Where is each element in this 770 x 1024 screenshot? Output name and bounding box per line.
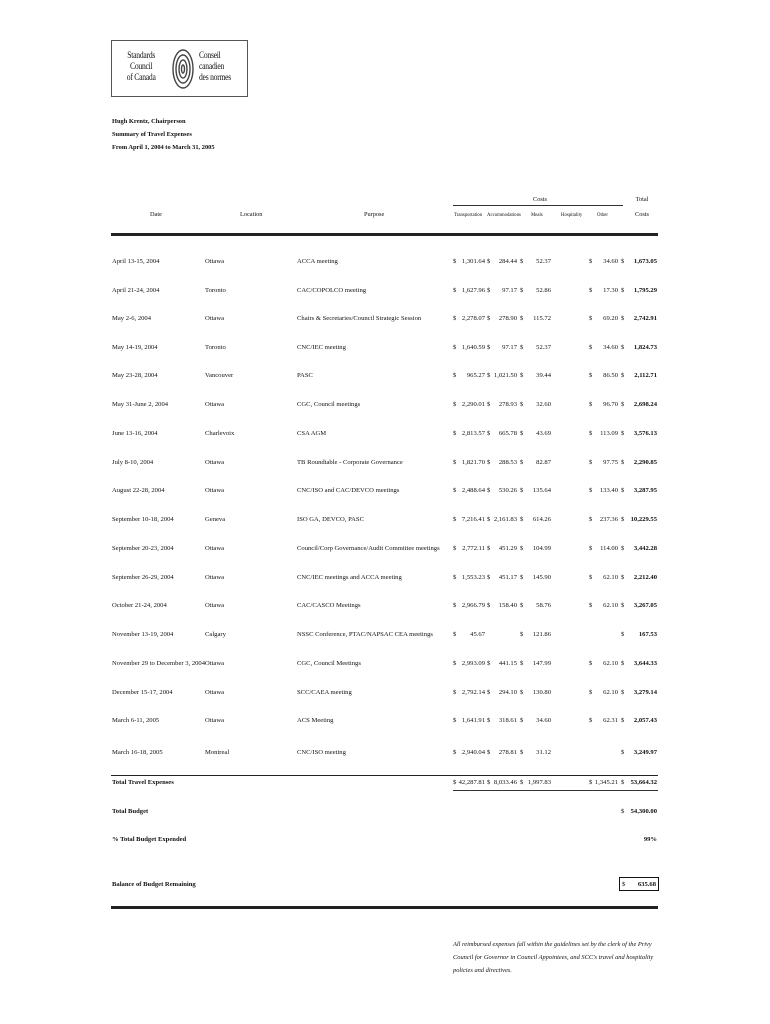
currency-symbol: $ (520, 602, 524, 609)
currency-symbol: $ (453, 749, 457, 756)
cell-date: April 21-24, 2004 (112, 287, 160, 294)
currency-symbol: $ (453, 545, 457, 552)
cell-total: 1,795.29 (633, 287, 657, 294)
column-header-meals: Meals (531, 213, 543, 218)
currency-symbol: $ (487, 660, 491, 667)
cell-trans: 2,940.04 (461, 749, 485, 756)
cell-other: 62.10 (603, 660, 618, 667)
cell-acc: 441.15 (498, 660, 517, 667)
cell-date: May 14-19, 2004 (112, 344, 158, 351)
cell-meals: 43.69 (536, 430, 551, 437)
cell-total: 167.53 (638, 631, 657, 638)
currency-symbol: $ (621, 459, 625, 466)
cell-date: May 2-6, 2004 (112, 315, 152, 322)
cell-meals: 147.99 (532, 660, 551, 667)
currency-symbol: $ (453, 717, 457, 724)
currency-symbol: $ (453, 258, 457, 265)
currency-symbol: $ (487, 258, 491, 265)
total-accommodations: 8,033.46 (493, 779, 517, 786)
currency-symbol: $ (453, 779, 457, 786)
currency-symbol: $ (589, 516, 593, 523)
currency-symbol: $ (487, 315, 491, 322)
cell-date: November 13-19, 2004 (112, 631, 174, 638)
cell-total: 3,267.05 (633, 602, 657, 609)
cell-other: 86.50 (603, 372, 618, 379)
currency-symbol: $ (589, 545, 593, 552)
scc-logo (111, 40, 248, 97)
cell-location: Toronto (205, 344, 226, 351)
currency-symbol: $ (520, 372, 524, 379)
cell-other: 114.00 (600, 545, 618, 552)
currency-symbol: $ (520, 315, 524, 322)
cell-acc: 530.26 (498, 487, 517, 494)
currency-symbol: $ (453, 315, 457, 322)
cell-trans: 2,290.01 (461, 401, 485, 408)
cell-total: 2,057.43 (633, 717, 657, 724)
total-header-line2: Costs (635, 211, 649, 218)
currency-symbol: $ (487, 779, 491, 786)
currency-symbol: $ (621, 315, 625, 322)
cell-date: March 16-18, 2005 (112, 749, 163, 756)
totals-bottom-rule (453, 790, 658, 791)
currency-symbol: $ (487, 430, 491, 437)
cell-meals: 34.60 (536, 717, 551, 724)
cell-location: Toronto (205, 287, 226, 294)
header-title: Summary of Travel Expenses (112, 131, 192, 138)
cell-trans: 2,772.11 (462, 545, 485, 552)
currency-symbol: $ (487, 545, 491, 552)
cell-purpose: SCC/CAEA meeting (297, 689, 352, 696)
currency-symbol: $ (589, 574, 593, 581)
column-header-accommodations: Accommodations (487, 213, 521, 218)
currency-symbol: $ (621, 660, 625, 667)
cell-other: 34.60 (603, 344, 618, 351)
currency-symbol: $ (589, 258, 593, 265)
currency-symbol: $ (589, 344, 593, 351)
cell-acc: 97.17 (502, 344, 517, 351)
currency-symbol: $ (520, 749, 524, 756)
currency-symbol: $ (487, 516, 491, 523)
total-meals: 1,997.83 (527, 779, 551, 786)
cell-acc: 288.53 (498, 459, 517, 466)
currency-symbol: $ (621, 430, 625, 437)
cell-acc: 278.93 (498, 401, 517, 408)
currency-symbol: $ (622, 881, 626, 888)
cell-purpose: Council/Corp Governance/Audit Committee meetings (297, 545, 440, 552)
currency-symbol: $ (621, 287, 625, 294)
cell-date: April 13-15, 2004 (112, 258, 160, 265)
cell-date: May 23-28, 2004 (112, 372, 158, 379)
cell-meals: 135.64 (532, 487, 551, 494)
cell-meals: 52.86 (536, 287, 551, 294)
logo-swirl-icon (171, 47, 195, 91)
cell-trans: 2,966.79 (461, 602, 485, 609)
cell-meals: 32.60 (536, 401, 551, 408)
currency-symbol: $ (453, 344, 457, 351)
cell-other: 133.40 (599, 487, 618, 494)
cell-purpose: CNC/ISO meeting (297, 749, 346, 756)
currency-symbol: $ (589, 430, 593, 437)
currency-symbol: $ (621, 516, 625, 523)
currency-symbol: $ (520, 287, 524, 294)
currency-symbol: $ (487, 287, 491, 294)
cell-meals: 52.37 (536, 344, 551, 351)
currency-symbol: $ (487, 602, 491, 609)
cell-purpose: ISO GA, DEVCO, PASC (297, 516, 364, 523)
cell-date: December 15-17, 2004 (112, 689, 173, 696)
cell-purpose: Chairs & Secretaries/Council Strategic Session (297, 315, 422, 322)
cell-total: 1,673.05 (633, 258, 657, 265)
cell-total: 3,442.28 (633, 545, 657, 552)
currency-symbol: $ (520, 717, 524, 724)
currency-symbol: $ (520, 689, 524, 696)
cell-acc: 158.40 (498, 602, 517, 609)
cell-date: September 10-18, 2004 (112, 516, 174, 523)
currency-symbol: $ (589, 401, 593, 408)
currency-symbol: $ (589, 602, 593, 609)
cell-trans: 2,488.64 (461, 487, 485, 494)
header-period: From April 1, 2004 to March 31, 2005 (112, 144, 215, 151)
cell-location: Vancouver (205, 372, 234, 379)
cell-trans: 2,813.57 (461, 430, 485, 437)
currency-symbol: $ (621, 401, 625, 408)
cell-other: 62.10 (603, 602, 618, 609)
cell-location: Ottawa (205, 689, 225, 696)
cell-location: Ottawa (205, 574, 225, 581)
currency-symbol: $ (589, 287, 593, 294)
cell-acc: 97.17 (502, 287, 517, 294)
cell-meals: 614.26 (532, 516, 551, 523)
total-other: 1,345.21 (594, 779, 618, 786)
cell-trans: 2,792.14 (461, 689, 485, 696)
currency-symbol: $ (487, 459, 491, 466)
cell-purpose: TB Roundtable - Corporate Governance (297, 459, 403, 466)
cell-trans: 1,301.64 (461, 258, 485, 265)
currency-symbol: $ (453, 631, 457, 638)
cell-location: Ottawa (205, 459, 225, 466)
currency-symbol: $ (520, 344, 524, 351)
cell-location: Ottawa (205, 717, 225, 724)
balance-label: Balance of Budget Remaining (112, 881, 196, 888)
total-header-line1: Total (635, 196, 649, 203)
cell-meals: 130.80 (532, 689, 551, 696)
cell-location: Montreal (205, 749, 230, 756)
cell-meals: 104.99 (532, 545, 551, 552)
cell-acc: 284.44 (498, 258, 517, 265)
currency-symbol: $ (589, 779, 593, 786)
currency-symbol: $ (487, 344, 491, 351)
cell-total: 10,229.55 (630, 516, 657, 523)
cell-trans: 7,216.41 (461, 516, 485, 523)
totals-top-rule (111, 775, 658, 776)
header-name: Hugh Krentz, Chairperson (112, 118, 186, 125)
cell-meals: 39.44 (536, 372, 551, 379)
cell-acc: 451.17 (498, 574, 517, 581)
currency-symbol: $ (621, 631, 625, 638)
cell-location: Ottawa (205, 545, 225, 552)
column-header-date: Date (150, 211, 162, 218)
footer-rule (111, 906, 658, 909)
pct-budget-value: 99% (643, 836, 657, 843)
currency-symbol: $ (621, 717, 625, 724)
column-header-transportation: Transportation (454, 213, 483, 218)
costs-group-header: Costs (533, 196, 547, 203)
cell-trans: 1,821.70 (461, 459, 485, 466)
currency-symbol: $ (453, 372, 457, 379)
cell-purpose: CAC/COPOLCO meeting (297, 287, 367, 294)
currency-symbol: $ (621, 487, 625, 494)
currency-symbol: $ (589, 315, 593, 322)
cell-purpose: CNC/ISO and CAC/DEVCO meetings (297, 487, 400, 494)
currency-symbol: $ (453, 401, 457, 408)
cell-total: 3,287.95 (633, 487, 657, 494)
logo-french-name: Conseil canadien des normes (199, 51, 232, 83)
cell-purpose: PASC (297, 372, 313, 379)
cell-total: 2,290.85 (633, 459, 657, 466)
currency-symbol: $ (621, 574, 625, 581)
currency-symbol: $ (621, 602, 625, 609)
cell-trans: 45.67 (470, 631, 485, 638)
cell-acc: 665.78 (498, 430, 517, 437)
currency-symbol: $ (520, 258, 524, 265)
currency-symbol: $ (621, 258, 625, 265)
cell-purpose: CNC/IEC meetings and ACCA meeting (297, 574, 402, 581)
cell-meals: 145.90 (532, 574, 551, 581)
cell-other: 96.70 (603, 401, 618, 408)
currency-symbol: $ (520, 660, 524, 667)
cell-total: 2,112.71 (634, 372, 657, 379)
currency-symbol: $ (589, 689, 593, 696)
currency-symbol: $ (487, 749, 491, 756)
cell-location: Ottawa (205, 487, 225, 494)
cell-total: 3,279.14 (633, 689, 657, 696)
cell-date: October 21-24, 2004 (112, 602, 167, 609)
cell-other: 17.30 (603, 287, 618, 294)
currency-symbol: $ (621, 779, 625, 786)
cell-other: 62.10 (603, 689, 618, 696)
cell-date: June 13-16, 2004 (112, 430, 158, 437)
currency-symbol: $ (520, 487, 524, 494)
cell-other: 237.36 (599, 516, 618, 523)
currency-symbol: $ (621, 808, 625, 815)
cell-total: 1,824.73 (633, 344, 657, 351)
currency-symbol: $ (621, 344, 625, 351)
column-header-hospitality: Hospitality (561, 213, 583, 218)
currency-symbol: $ (453, 287, 457, 294)
cell-location: Ottawa (205, 401, 225, 408)
cell-meals: 82.87 (536, 459, 551, 466)
cell-trans: 1,553.23 (461, 574, 485, 581)
cell-other: 62.10 (603, 574, 618, 581)
currency-symbol: $ (453, 516, 457, 523)
total-costs: 53,664.32 (630, 779, 657, 786)
cell-other: 97.75 (603, 459, 618, 466)
currency-symbol: $ (520, 631, 524, 638)
currency-symbol: $ (487, 401, 491, 408)
logo-english-name: Standards Council of Canada (126, 51, 156, 83)
cell-location: Ottawa (205, 315, 225, 322)
cell-date: July 8-10, 2004 (112, 459, 154, 466)
currency-symbol: $ (621, 545, 625, 552)
cell-meals: 121.86 (532, 631, 551, 638)
currency-symbol: $ (621, 689, 625, 696)
currency-symbol: $ (589, 717, 593, 724)
costs-underline (453, 205, 623, 206)
cell-acc: 2,161.83 (493, 516, 517, 523)
cell-meals: 52.37 (536, 258, 551, 265)
cell-purpose: CNC/IEC meeting (297, 344, 346, 351)
cell-trans: 1,627.96 (461, 287, 485, 294)
currency-symbol: $ (453, 689, 457, 696)
cell-other: 113.09 (600, 430, 618, 437)
cell-date: September 20-23, 2004 (112, 545, 174, 552)
cell-purpose: CSA AGM (297, 430, 327, 437)
currency-symbol: $ (520, 545, 524, 552)
cell-location: Charlevoix (205, 430, 235, 437)
currency-symbol: $ (487, 487, 491, 494)
cell-meals: 31.12 (536, 749, 551, 756)
total-budget-label: Total Budget (112, 808, 149, 815)
total-transportation: 42,287.81 (458, 779, 485, 786)
currency-symbol: $ (453, 459, 457, 466)
cell-total: 3,644.33 (633, 660, 657, 667)
cell-purpose: NSSC Conference, PTAC/NAPSAC CEA meetings (297, 631, 433, 638)
currency-symbol: $ (589, 660, 593, 667)
currency-symbol: $ (589, 372, 593, 379)
cell-date: August 22-28, 2004 (112, 487, 165, 494)
cell-location: Ottawa (205, 258, 225, 265)
currency-symbol: $ (453, 602, 457, 609)
currency-symbol: $ (589, 459, 593, 466)
currency-symbol: $ (487, 689, 491, 696)
column-header-other: Other (597, 213, 608, 218)
cell-other: 34.60 (603, 258, 618, 265)
cell-trans: 2,278.07 (461, 315, 485, 322)
cell-total: 2,698.24 (633, 401, 657, 408)
cell-location: Geneva (205, 516, 226, 523)
currency-symbol: $ (487, 717, 491, 724)
currency-symbol: $ (520, 574, 524, 581)
cell-date: September 26-29, 2004 (112, 574, 174, 581)
cell-date: November 29 to December 3, 2004 (112, 660, 206, 667)
cell-total: 2,212.40 (633, 574, 657, 581)
total-budget-value: 54,300.00 (630, 808, 657, 815)
cell-total: 2,742.91 (633, 315, 657, 322)
currency-symbol: $ (520, 516, 524, 523)
cell-trans: 1,641.91 (461, 717, 485, 724)
currency-symbol: $ (520, 401, 524, 408)
balance-value: 635.68 (637, 881, 656, 888)
cell-total: 3,249.97 (633, 749, 657, 756)
column-header-location: Location (240, 211, 263, 218)
currency-symbol: $ (453, 430, 457, 437)
cell-acc: 278.81 (498, 749, 517, 756)
cell-meals: 115.72 (533, 315, 551, 322)
cell-acc: 1,021.50 (493, 372, 517, 379)
currency-symbol: $ (453, 660, 457, 667)
currency-symbol: $ (520, 430, 524, 437)
cell-meals: 58.76 (536, 602, 551, 609)
currency-symbol: $ (487, 372, 491, 379)
cell-acc: 278.90 (498, 315, 517, 322)
cell-date: May 31-June 2, 2004 (112, 401, 169, 408)
currency-symbol: $ (589, 487, 593, 494)
currency-symbol: $ (453, 487, 457, 494)
cell-location: Ottawa (205, 602, 225, 609)
currency-symbol: $ (453, 574, 457, 581)
cell-purpose: CGC, Council Meetings (297, 660, 361, 667)
cell-purpose: ACCA meeting (297, 258, 338, 265)
cell-acc: 318.61 (498, 717, 517, 724)
cell-trans: 965.27 (466, 372, 485, 379)
cell-acc: 451.29 (498, 545, 517, 552)
header-rule (111, 233, 658, 236)
cell-other: 62.31 (603, 717, 618, 724)
column-header-purpose: Purpose (364, 211, 385, 218)
currency-symbol: $ (520, 459, 524, 466)
currency-symbol: $ (621, 372, 625, 379)
cell-location: Calgary (205, 631, 226, 638)
cell-acc: 294.10 (498, 689, 517, 696)
cell-purpose: ACS Meeting (297, 717, 334, 724)
policy-note: All reimbursed expenses fall within the guidelines set by the clerk of the Privy Council for Governor in Council Appointees, and SCC's travel and hospitality policies and directives. (453, 941, 654, 974)
pct-budget-label: % Total Budget Expended (112, 836, 187, 843)
currency-symbol: $ (487, 574, 491, 581)
cell-other: 69.20 (603, 315, 618, 322)
cell-total: 3,576.13 (633, 430, 657, 437)
cell-purpose: CAC/CASCO Meetings (297, 602, 361, 609)
cell-location: Ottawa (205, 660, 225, 667)
cell-date: March 6-11, 2005 (112, 717, 160, 724)
cell-trans: 1,640.59 (461, 344, 485, 351)
totals-label: Total Travel Expenses (112, 779, 174, 786)
currency-symbol: $ (520, 779, 524, 786)
cell-trans: 2,993.09 (461, 660, 485, 667)
cell-purpose: CGC, Council meetings (297, 401, 361, 408)
currency-symbol: $ (621, 749, 625, 756)
